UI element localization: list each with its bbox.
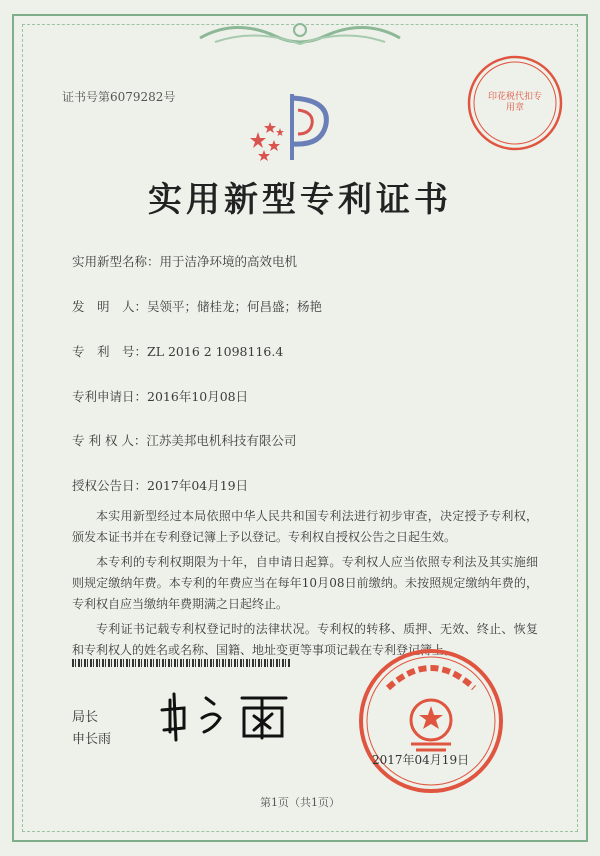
patent-no-value: ZL 2016 2 1098116.4 — [147, 344, 284, 359]
certificate-number: 证书号第6079282号 — [62, 90, 176, 104]
inventor-value: 吴领平；储桂龙；何昌盛；杨艳 — [147, 299, 323, 314]
name-value: 用于洁净环境的高效电机 — [159, 254, 298, 269]
tax-seal — [466, 54, 564, 152]
field-grant-date — [72, 476, 248, 494]
top-ornament-icon — [195, 18, 405, 52]
page-number: 第1页（共1页） — [260, 796, 340, 809]
signature-role: 局长 — [72, 710, 99, 725]
patent-no-label: 专 利 号： — [72, 344, 148, 359]
national-ip-office-seal — [358, 648, 504, 794]
patent-office-logo — [248, 88, 332, 166]
signature-name: 申长雨 — [72, 732, 112, 747]
name-label: 实用新型名称： — [72, 254, 160, 269]
field-name — [72, 252, 297, 270]
body-paragraph-2: 本专利的专利权期限为十年，自申请日起算。专利权人应当依照专利法及其实施细则规定缴纳年费。本专利的年费应当在每年10月08日前缴纳。未按照规定缴纳年费的，专利权自应当缴纳年费期满之日起终止。 — [72, 555, 538, 611]
inventor-label: 发 明 人： — [72, 299, 148, 314]
field-patentee — [72, 431, 296, 449]
barcode — [72, 659, 290, 667]
grant-date-label: 授权公告日： — [72, 478, 148, 493]
certificate-title: 实用新型专利证书 — [148, 180, 452, 220]
field-filing-date — [72, 387, 248, 405]
seal-date: 2017年04月19日 — [372, 753, 470, 767]
body-paragraph-1: 本实用新型经过本局依照中华人民共和国专利法进行初步审查，决定授予专利权，颁发本证书并在专利登记簿上予以登记。专利权自授权公告之日起生效。 — [72, 509, 538, 544]
tax-seal-text: 印花税代扣专用章 — [488, 92, 543, 113]
filing-date-label: 专利申请日： — [72, 389, 148, 404]
field-inventor — [72, 297, 322, 315]
field-patent-number — [72, 342, 283, 360]
filing-date-value: 2016年10月08日 — [147, 389, 249, 404]
patentee-label: 专 利 权 人： — [72, 433, 147, 448]
patentee-value: 江苏美邦电机科技有限公司 — [146, 433, 297, 448]
body-paragraph-3: 专利证书记载专利权登记时的法律状况。专利权的转移、质押、无效、终止、恢复和专利权人的姓名或名称、国籍、地址变更等事项记载在专利登记簿上。 — [72, 622, 538, 657]
grant-date-value: 2017年04月19日 — [147, 478, 249, 493]
handwritten-signature — [158, 688, 308, 742]
certificate-body — [72, 506, 538, 665]
